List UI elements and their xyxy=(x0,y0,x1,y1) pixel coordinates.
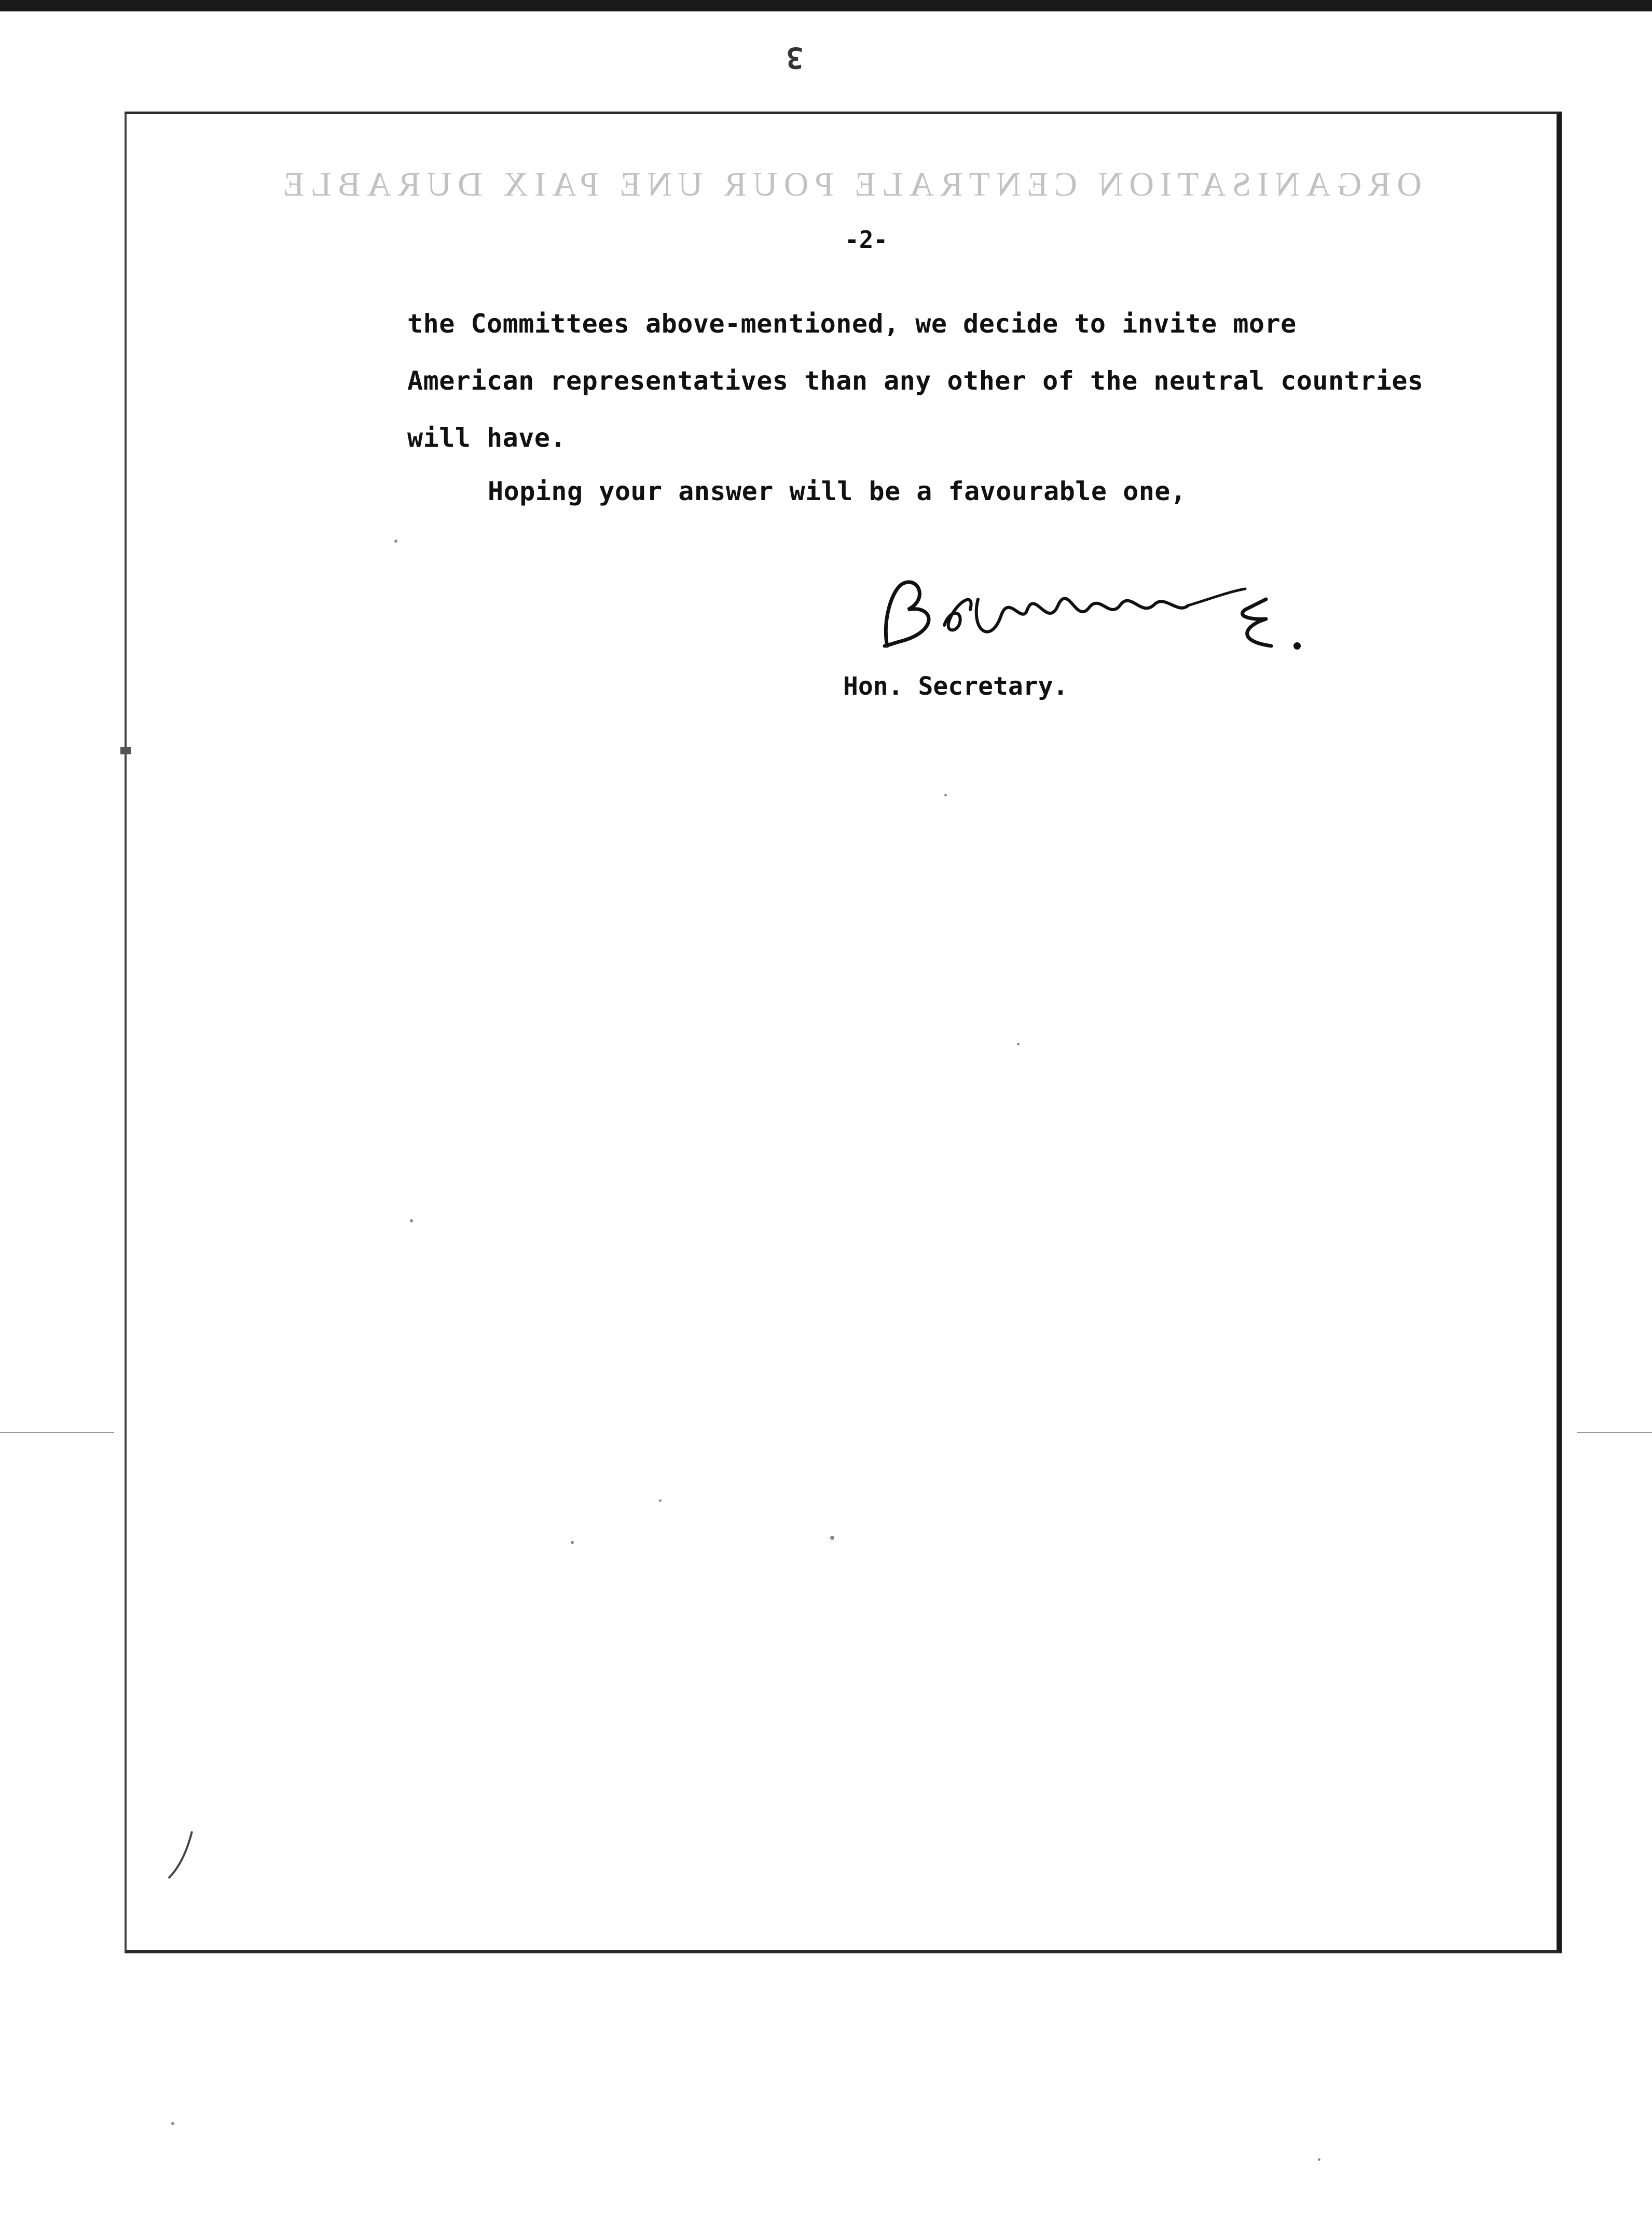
top-page-number: 3 xyxy=(786,40,804,74)
speck xyxy=(1017,1043,1020,1045)
speck xyxy=(659,1499,662,1502)
scan-top-edge xyxy=(0,0,1652,11)
page-number: -2- xyxy=(845,226,888,254)
handwritten-signature xyxy=(872,568,1328,661)
pencil-mark xyxy=(166,1826,197,1889)
body-line: will have. xyxy=(407,423,567,453)
closing-line: Hoping your answer will be a favourable one, xyxy=(488,476,1187,506)
speck xyxy=(944,794,947,796)
speck xyxy=(571,1541,574,1544)
speck xyxy=(171,2122,174,2125)
letterhead-title: ORGANISATION CENTRALE POUR UNE PAIX DURABLE xyxy=(277,166,1422,203)
speck xyxy=(830,1536,834,1540)
speck xyxy=(1318,2158,1320,2161)
signatory-title: Hon. Secretary. xyxy=(843,672,1068,701)
fold-line xyxy=(1577,1432,1652,1433)
scan-mark xyxy=(120,747,131,754)
body-line: the Committees above-mentioned, we decide to invite more xyxy=(407,309,1297,339)
speck xyxy=(394,540,397,543)
speck xyxy=(410,1219,413,1222)
fold-line xyxy=(0,1432,114,1433)
body-line: American representatives than any other of the neutral countries xyxy=(407,366,1424,396)
